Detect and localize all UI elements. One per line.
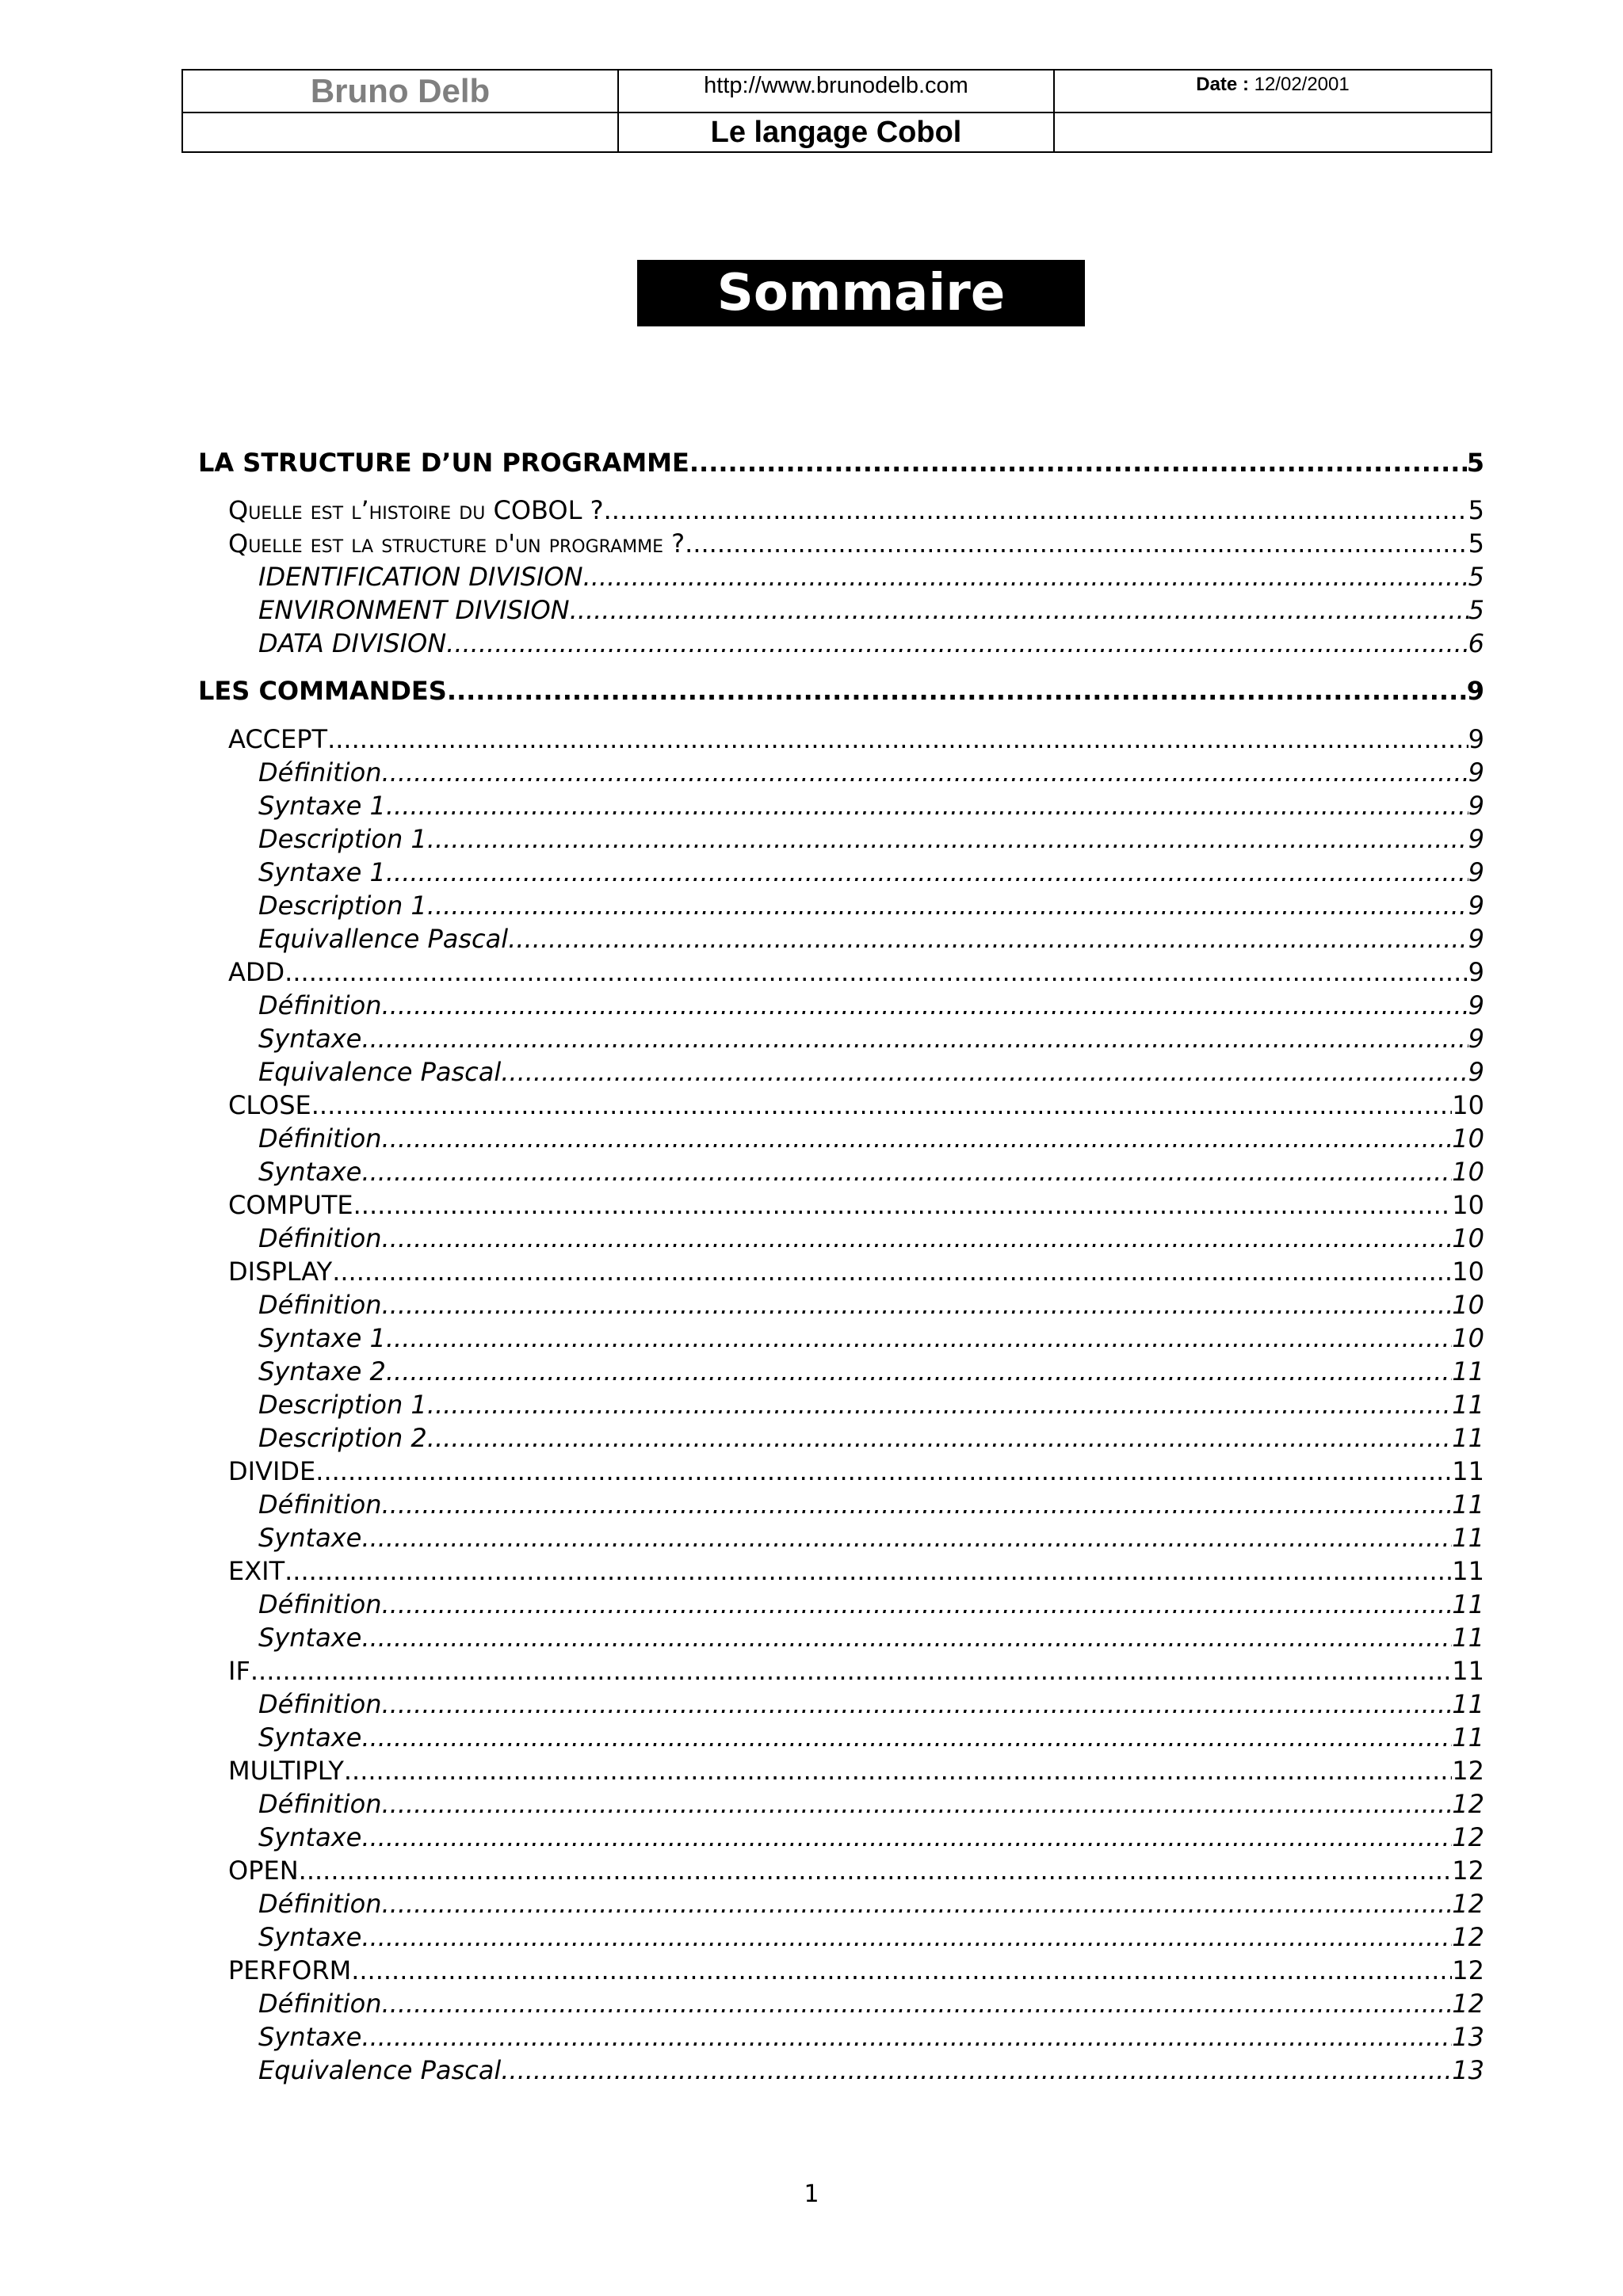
toc-entry-page: 6: [1468, 628, 1484, 658]
toc-entry-title: Description 1: [258, 824, 427, 854]
toc-entry-page: 10: [1452, 1157, 1484, 1187]
toc-dot-leader: [381, 1123, 1452, 1154]
toc-entry: [228, 1656, 1484, 1691]
toc-entry-page: 10: [1452, 1090, 1484, 1120]
toc-dot-leader: [381, 1689, 1452, 1719]
toc-entry-title: Syntaxe 1: [258, 1323, 386, 1353]
toc-entry: [258, 1523, 1484, 1558]
toc-entry-title: Définition: [258, 1123, 382, 1154]
toc-dot-leader: [570, 595, 1468, 625]
toc-entry-title: Syntaxe: [258, 1722, 362, 1753]
toc-dot-leader: [381, 1223, 1452, 1253]
toc-entry-page: 11: [1452, 1390, 1484, 1420]
toc-entry: [258, 1623, 1484, 1657]
toc-entry: [258, 1290, 1484, 1325]
toc-entry-page: 9: [1468, 1057, 1484, 1087]
toc-entry: [258, 1323, 1484, 1358]
toc-dot-leader: [381, 1789, 1452, 1819]
toc-entry-title: ENVIRONMENT DIVISION: [258, 595, 570, 625]
toc-entry-page: 5: [1468, 528, 1484, 559]
toc-entry-title: Définition: [258, 1589, 382, 1619]
toc-dot-leader: [361, 2022, 1452, 2052]
toc-entry-page: 11: [1452, 1456, 1484, 1486]
toc-dot-leader: [381, 757, 1468, 788]
toc-dot-leader: [427, 1390, 1453, 1420]
document-title: Le langage Cobol: [618, 113, 1054, 152]
page-title: Sommaire: [637, 260, 1085, 326]
toc-entry-title: MULTIPLY: [228, 1756, 344, 1786]
toc-dot-leader: [381, 1889, 1452, 1919]
toc-entry-title: LA STRUCTURE D’UN PROGRAMME: [198, 448, 689, 478]
toc-entry-title: DISPLAY: [228, 1257, 333, 1287]
document-header: [181, 69, 1492, 153]
toc-entry-title: Equivallence Pascal: [258, 924, 509, 954]
toc-entry: [228, 1257, 1484, 1291]
toc-entry-page: 9: [1468, 724, 1484, 754]
toc-entry: [258, 1722, 1484, 1757]
toc-dot-leader: [351, 1955, 1452, 1985]
toc-dot-leader: [315, 1456, 1452, 1486]
toc-dot-leader: [299, 1855, 1453, 1886]
date-cell: [1054, 70, 1491, 113]
toc-dot-leader: [508, 924, 1468, 954]
toc-entry-title: Equivalence Pascal: [258, 1057, 502, 1087]
toc-entry: [258, 757, 1484, 792]
toc-entry: [258, 1223, 1484, 1258]
toc-dot-leader: [381, 1989, 1452, 2019]
toc-entry-title: DATA DIVISION: [258, 628, 447, 658]
toc-entry: [228, 724, 1484, 759]
toc-entry-page: 9: [1468, 857, 1484, 887]
toc-dot-leader: [361, 1623, 1452, 1653]
toc-entry-page: 12: [1452, 1822, 1484, 1852]
toc-entry-title: Description 1: [258, 891, 427, 921]
toc-dot-leader: [447, 676, 1467, 706]
toc-entry-title: Syntaxe: [258, 1822, 362, 1852]
toc-entry-title: ACCEPT: [228, 724, 328, 754]
toc-entry-title: CLOSE: [228, 1090, 311, 1120]
toc-entry-title: Définition: [258, 990, 382, 1020]
toc-dot-leader: [285, 1556, 1452, 1586]
toc-dot-leader: [353, 1190, 1453, 1220]
toc-entry-title: Définition: [258, 1689, 382, 1719]
toc-entry-page: 11: [1452, 1722, 1484, 1753]
toc-entry-title: Equivalence Pascal: [258, 2055, 502, 2085]
toc-entry-page: 9: [1468, 924, 1484, 954]
toc-entry-page: 5: [1468, 495, 1484, 525]
toc-entry-title: Syntaxe: [258, 2022, 362, 2052]
toc-entry-title: PERFORM: [228, 1955, 352, 1985]
toc-entry-title: Syntaxe: [258, 1523, 362, 1553]
toc-entry-title: ADD: [228, 957, 285, 987]
toc-entry-page: 10: [1452, 1257, 1484, 1287]
toc-entry: [228, 1456, 1484, 1491]
page-number: 1: [804, 2180, 819, 2208]
toc-dot-leader: [386, 791, 1468, 821]
toc-entry: [258, 791, 1484, 826]
toc-entry: [228, 957, 1484, 992]
toc-entry: [258, 1356, 1484, 1391]
toc-entry-title: Définition: [258, 1290, 382, 1320]
toc-dot-leader: [361, 1922, 1452, 1952]
toc-entry-title: Description 1: [258, 1390, 427, 1420]
toc-dot-leader: [381, 1589, 1452, 1619]
toc-entry-page: 11: [1452, 1589, 1484, 1619]
toc-dot-leader: [685, 528, 1468, 559]
date-value: 12/02/2001: [1254, 74, 1350, 95]
toc-entry-title: Syntaxe 2: [258, 1356, 386, 1386]
toc-entry-title: IDENTIFICATION DIVISION: [258, 562, 583, 592]
toc-entry-title: Quelle est la structure d'un programme ?: [228, 528, 685, 559]
toc-dot-leader: [501, 1057, 1468, 1087]
toc-entry-page: 11: [1452, 1489, 1484, 1520]
toc-entry: [228, 1855, 1484, 1890]
toc-entry: [258, 1822, 1484, 1857]
toc-dot-leader: [311, 1090, 1453, 1120]
toc-entry-title: LES COMMANDES: [198, 676, 447, 706]
toc-dot-leader: [285, 957, 1468, 987]
toc-dot-leader: [427, 891, 1468, 921]
toc-entry-page: 9: [1468, 824, 1484, 854]
toc-entry-page: 13: [1452, 2022, 1484, 2052]
toc-entry-title: Syntaxe: [258, 1922, 362, 1952]
toc-dot-leader: [381, 990, 1468, 1020]
toc-entry: [198, 448, 1484, 482]
toc-entry-page: 9: [1468, 957, 1484, 987]
toc-entry-title: Définition: [258, 1989, 382, 2019]
toc-entry: [258, 1889, 1484, 1924]
toc-dot-leader: [427, 1423, 1453, 1453]
toc-entry-page: 10: [1452, 1223, 1484, 1253]
toc-entry-page: 12: [1452, 1922, 1484, 1952]
toc-entry-title: COMPUTE: [228, 1190, 353, 1220]
toc-entry-page: 13: [1452, 2055, 1484, 2085]
toc-dot-leader: [327, 724, 1468, 754]
toc-entry-title: Syntaxe 1: [258, 857, 386, 887]
toc-entry: [198, 676, 1484, 711]
toc-entry-page: 11: [1452, 1623, 1484, 1653]
toc-dot-leader: [344, 1756, 1452, 1786]
toc-entry-title: Syntaxe 1: [258, 791, 386, 821]
toc-entry: [228, 1955, 1484, 1990]
toc-entry: [258, 1489, 1484, 1524]
toc-entry: [228, 495, 1484, 530]
toc-entry-page: 10: [1452, 1190, 1484, 1220]
toc-entry: [258, 924, 1484, 959]
toc-entry-page: 12: [1452, 1756, 1484, 1786]
toc-entry: [228, 528, 1484, 563]
toc-entry: [258, 857, 1484, 892]
toc-entry-page: 5: [1468, 595, 1484, 625]
toc-entry: [258, 562, 1484, 597]
toc-entry-title: Définition: [258, 757, 382, 788]
toc-entry-page: 9: [1468, 1024, 1484, 1054]
toc-entry-title: Définition: [258, 1789, 382, 1819]
toc-dot-leader: [386, 1356, 1452, 1386]
toc-entry: [258, 1789, 1484, 1824]
date-label: Date :: [1196, 74, 1249, 95]
toc-dot-leader: [501, 2055, 1452, 2085]
toc-entry-page: 5: [1468, 562, 1484, 592]
toc-entry-title: EXIT: [228, 1556, 285, 1586]
toc-entry-title: IF: [228, 1656, 250, 1686]
toc-entry-title: Définition: [258, 1223, 382, 1253]
toc-dot-leader: [250, 1656, 1452, 1686]
toc-entry-title: DIVIDE: [228, 1456, 316, 1486]
toc-entry-page: 12: [1452, 1789, 1484, 1819]
toc-entry-page: 11: [1452, 1356, 1484, 1386]
toc-entry-title: Définition: [258, 1489, 382, 1520]
toc-entry: [228, 1556, 1484, 1591]
toc-entry: [258, 1057, 1484, 1092]
toc-entry: [258, 1689, 1484, 1724]
toc-dot-leader: [381, 1290, 1452, 1320]
toc-entry-page: 9: [1468, 791, 1484, 821]
toc-dot-leader: [583, 562, 1468, 592]
toc-entry: [258, 628, 1484, 663]
toc-entry: [258, 2022, 1484, 2057]
toc-dot-leader: [361, 1822, 1452, 1852]
toc-entry-page: 12: [1452, 1989, 1484, 2019]
website-url: http://www.brunodelb.com: [618, 70, 1054, 113]
toc-dot-leader: [361, 1157, 1452, 1187]
toc-entry: [258, 1922, 1484, 1957]
toc-entry: [258, 824, 1484, 859]
toc-entry: [258, 1589, 1484, 1624]
author-name: Bruno Delb: [182, 70, 618, 113]
toc-entry-page: 11: [1452, 1556, 1484, 1586]
toc-entry-title: Description 2: [258, 1423, 427, 1453]
toc-entry-title: OPEN: [228, 1855, 299, 1886]
toc-entry-page: 9: [1468, 757, 1484, 788]
toc-entry-title: Syntaxe: [258, 1157, 362, 1187]
toc-entry-page: 9: [1466, 676, 1484, 706]
toc-entry: [258, 2055, 1484, 2090]
toc-entry-page: 12: [1452, 1955, 1484, 1985]
toc-entry: [228, 1756, 1484, 1791]
toc-entry-page: 11: [1452, 1656, 1484, 1686]
toc-entry-page: 10: [1452, 1123, 1484, 1154]
toc-dot-leader: [427, 824, 1468, 854]
toc-entry-page: 12: [1452, 1855, 1484, 1886]
toc-dot-leader: [604, 495, 1468, 525]
toc-entry: [258, 1423, 1484, 1458]
toc-entry: [258, 990, 1484, 1025]
toc-entry-page: 12: [1452, 1889, 1484, 1919]
toc-entry: [228, 1090, 1484, 1125]
toc-entry-page: 11: [1452, 1689, 1484, 1719]
toc-entry-page: 5: [1466, 448, 1484, 478]
toc-entry-title: Syntaxe: [258, 1024, 362, 1054]
toc-entry: [258, 1989, 1484, 2023]
toc-dot-leader: [361, 1024, 1468, 1054]
toc-entry-title: Syntaxe: [258, 1623, 362, 1653]
toc-dot-leader: [381, 1489, 1452, 1520]
toc-entry: [258, 1390, 1484, 1425]
toc-entry-page: 9: [1468, 990, 1484, 1020]
toc-dot-leader: [386, 857, 1468, 887]
toc-entry: [258, 1157, 1484, 1192]
toc-dot-leader: [361, 1523, 1452, 1553]
toc-entry-page: 10: [1452, 1323, 1484, 1353]
toc-entry-page: 10: [1452, 1290, 1484, 1320]
toc-entry: [258, 1024, 1484, 1058]
toc-entry: [258, 595, 1484, 630]
toc-entry: [258, 1123, 1484, 1158]
toc-entry-page: 11: [1452, 1423, 1484, 1453]
toc-entry-page: 9: [1468, 891, 1484, 921]
toc-entry-page: 11: [1452, 1523, 1484, 1553]
toc-entry-title: Quelle est l’histoire du COBOL ?: [228, 495, 604, 525]
toc-entry: [258, 891, 1484, 925]
toc-dot-leader: [361, 1722, 1452, 1753]
empty-cell: [1054, 113, 1491, 152]
toc-entry: [228, 1190, 1484, 1225]
toc-dot-leader: [689, 448, 1467, 478]
toc-entry-title: Définition: [258, 1889, 382, 1919]
toc-dot-leader: [386, 1323, 1452, 1353]
toc-dot-leader: [446, 628, 1468, 658]
empty-cell: [182, 113, 618, 152]
toc-dot-leader: [332, 1257, 1452, 1287]
